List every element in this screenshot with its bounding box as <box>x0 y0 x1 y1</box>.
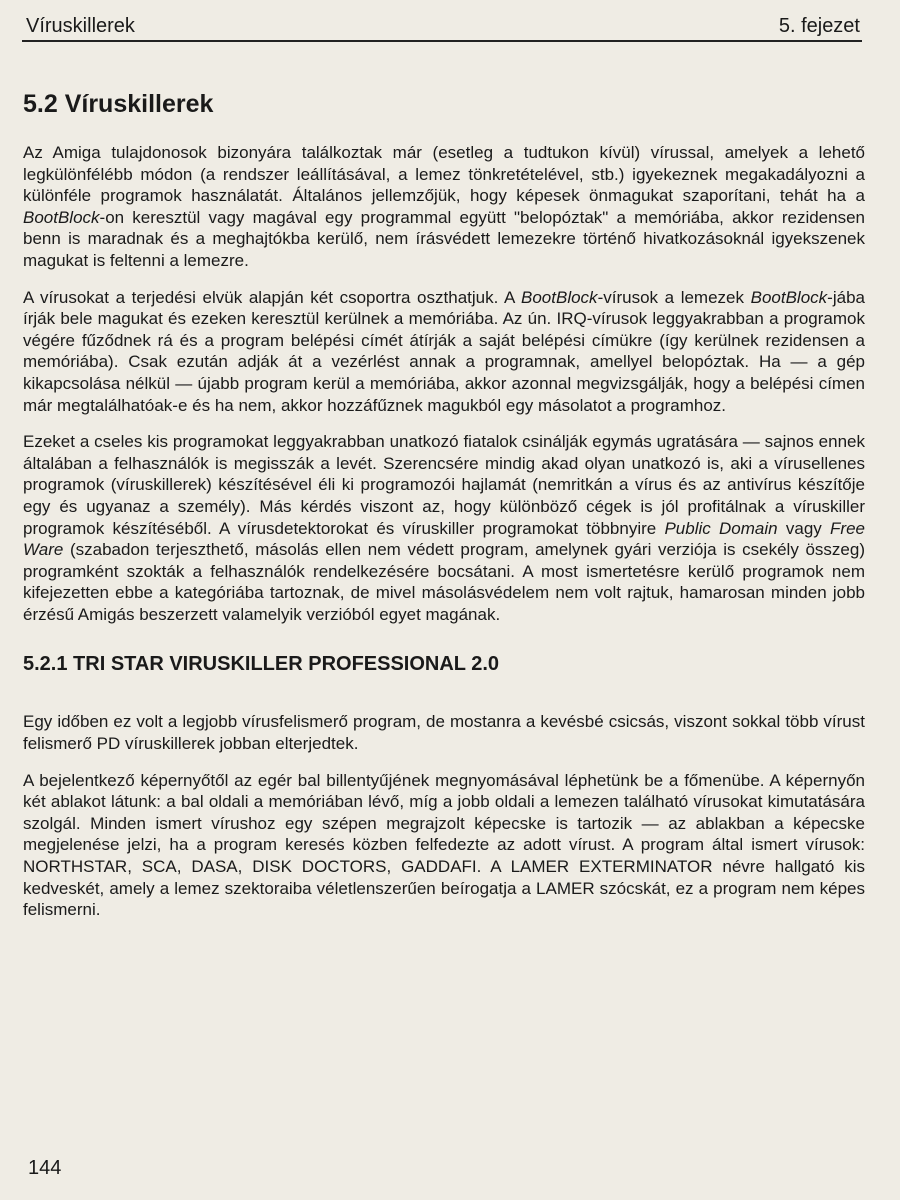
text-run: Az Amiga tulajdonosok bizonyára találkoztak már (esetleg a tudtukon kívül) vírussal, amelyek a lehető legkülönfélébb módon (a rendszer leállításával, a lemez tönkretételével, stb.) igyekeznek megakadályozni a különféle programok használatát. Általános jellemzőjük, hogy képesek önmagukat szaporítani, tehát ha a <box>23 143 865 206</box>
italic-term: BootBlock <box>750 287 828 307</box>
paragraph <box>23 711 865 754</box>
italic-term: BootBlock <box>521 287 598 307</box>
paragraph <box>23 770 865 921</box>
text-run: (szabadon terjeszthető, másolás ellen nem védett program, amelynek gyári verziója is csekély összeg) programként szokták a felhasználók rendelkezésére bocsátani. A most ismertetésre kerülő programok nem kifejezetten ebbe a kategóriába tartoznak, de mivel másolásvédelem nem volt rajtuk, hamarosan minden jobb érzésű Amigás beszerzett valamelyik verzióból egyet magának. <box>23 540 865 624</box>
italic-term: Free Ware <box>23 518 865 560</box>
running-header <box>22 12 862 42</box>
paragraph <box>23 287 865 417</box>
text-run: -jába írják bele magukat és ezeken keresztül kerülnek a memóriába. Az ún. IRQ-vírusok leggyakrabban a programok végére fűződnek rá és a program belépési címét átírják a saját belépési címükre (így kerülnek rezidensen a memóriába). Csak ezután adják át a vezérlést annak a programnak, amellyel belopóztak. Ha — a gép kikapcsolása nélkül — újabb program kerül a memóriába, akkor azonnal megvizsgálják, hogy a belépési címen már megtalálhatóak-e és ha nem, akkor hozzáfűznek magukból egy másolatot a programhoz. <box>23 287 865 415</box>
paragraph <box>23 431 865 625</box>
page-body <box>23 88 865 936</box>
header-chapter-title: Víruskillerek <box>26 15 135 37</box>
header-chapter-number: 5. fejezet <box>778 15 860 37</box>
italic-term: BootBlock <box>23 207 100 227</box>
section-title: 5.2 Víruskillerek <box>23 90 214 118</box>
text-run: Ezeket a cseles kis programokat leggyakrabban unatkozó fiatalok csinálják egymás ugratására — sajnos ennek általában a felhasználók is megisszák a levét. Szerencsére mindig akad olyan unatkozó is, aki a vírusellenes programok (víruskillerek) készítésével éli ki programozói hajlamát (nemritkán a vírus és az antivírus készítője egy és ugyanaz a személy). Más kérdés viszont az, hogy különböző cégek is jól profitálnak a víruskiller programok készítéséből. A vírusdetektorokat és víruskiller programokat többnyire <box>23 432 865 538</box>
subsection-title: 5.2.1 TRI STAR VIRUSKILLER PROFESSIONAL 2.0 <box>23 653 500 676</box>
text-run: A bejelentkező képernyőtől az egér bal billentyűjének megnyomásával léphetünk be a főmenübe. A képernyőn két ablakot látunk: a bal oldali a memóriában lévő, míg a jobb oldali a lemezen található vírusokat kimutatására szolgál. Minden ismert vírushoz egy szépen megrajzolt képecske is tartozik — az ablakban a képecske megjelenése jelzi, ha a program keresés közben felfedezte az adott vírust. A program által ismert vírusok: NORTHSTAR, SCA, DASA, DISK DOCTORS, GADDAFI. A LAMER EXTERMINATOR névre hallgató kis kedveskét, amely a lemez szektoraiba véletlenszerűen beírogatja a LAMER szócskát, ez a program nem képes felismerni. <box>23 770 865 920</box>
text-run: vagy <box>777 518 831 538</box>
italic-term: Public Domain <box>664 518 778 538</box>
paragraph <box>23 142 865 272</box>
text-run: Egy időben ez volt a legjobb vírusfelismerő program, de mostanra a kevésbé csicsás, viszont sokkal több vírust felismerő PD víruskillerek jobban elterjedtek. <box>23 712 865 754</box>
page-number: 144 <box>28 1157 62 1179</box>
text-run: -vírusok a lemezek <box>597 287 751 307</box>
text-run: A vírusokat a terjedési elvük alapján két csoportra oszthatjuk. A <box>23 287 522 307</box>
text-run: -on keresztül vagy magával egy programmal együtt "belopóztak" a memóriába, akkor rezidensen benn is maradnak és a meghajtókba kerülő, nem írásvédett lemezekre történő hivatkozásoknál igyekszenek magukat is feltenni a lemezre. <box>23 207 865 270</box>
